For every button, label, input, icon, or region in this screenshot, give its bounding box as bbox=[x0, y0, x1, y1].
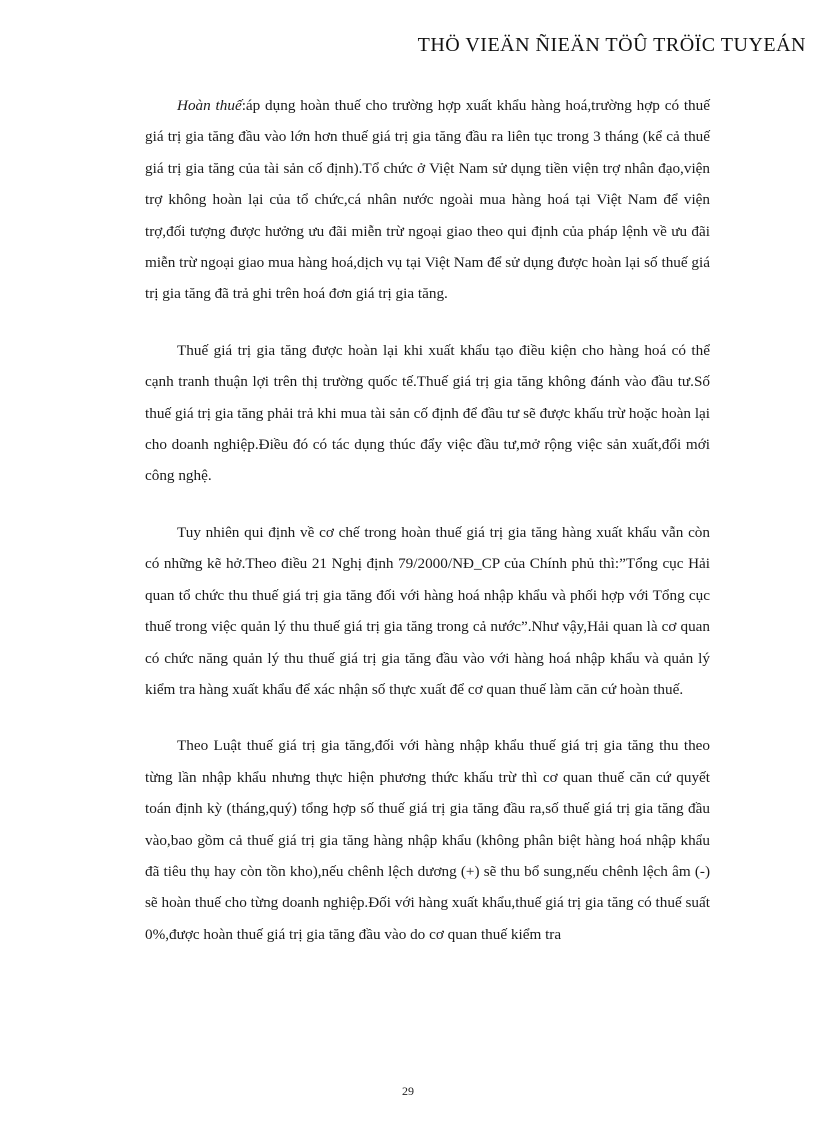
paragraph-loopholes: Tuy nhiên qui định về cơ chế trong hoàn thuế giá trị gia tăng hàng xuất khẩu vẫn còn có những kẽ hở.Theo điều 21 Nghị định 79/2000/NĐ_CP của Chính phủ thì:”Tổng cục Hải quan tổ chức thu thuế giá trị gia tăng đối với hàng hoá nhập khẩu và phối hợp với Tổng cục thuế trong việc quản lý thu thuế giá trị gia tăng trong cả nước”.Như vậy,Hải quan là cơ quan có chức năng quản lý thu thuế giá trị gia tăng đầu vào với hàng hoá nhập khẩu và quản lý kiểm tra hàng xuất khẩu để xác nhận số thực xuất để cơ quan thuế làm căn cứ hoàn thuế. bbox=[145, 523, 710, 698]
paragraph-text: :áp dụng hoàn thuế cho trường hợp xuất khẩu hàng hoá,trường hợp có thuế giá trị gia tăng đầu vào lớn hơn thuế giá trị gia tăng đầu ra liên tục trong 3 tháng (kể cả thuế giá trị gia tăng của tài sản cố định).Tổ chức ở Việt Nam sử dụng tiền viện trợ nhân đạo,viện trợ không hoàn lại của tổ chức,cá nhân nước ngoài mua hàng hoá tại Việt Nam để viện trợ,đối tượng được hưởng ưu đãi miễn trừ ngoại giao theo qui định của pháp lệnh về ưu đãi miễn trừ ngoại giao mua hàng hoá,dịch vụ tại Việt Nam để sử dụng được hoàn lại số thuế giá trị gia tăng đã trả ghi trên hoá đơn giá trị gia tăng. bbox=[145, 97, 710, 303]
page-number: 29 bbox=[402, 1084, 414, 1098]
document-body bbox=[145, 90, 710, 975]
paragraph-hoan-thue bbox=[145, 90, 710, 310]
paragraph-export-refund: Thuế giá trị gia tăng được hoàn lại khi xuất khẩu tạo điều kiện cho hàng hoá có thể cạnh tranh thuận lợi trên thị trường quốc tế.Thuế giá trị gia tăng không đánh vào đầu tư.Số thuế giá trị gia tăng phải trả khi mua tài sản cố định để đầu tư sẽ được khấu trừ hoặc hoàn lại cho doanh nghiệp.Điều đó có tác dụng thúc đẩy việc đầu tư,mở rộng việc sản xuất,đổi mới công nghệ. bbox=[145, 341, 710, 485]
term-hoan-thue: Hoàn thuế bbox=[177, 97, 242, 114]
paragraph-vat-law: Theo Luật thuế giá trị gia tăng,đối với hàng nhập khẩu thuế giá trị gia tăng thu theo từng lần nhập khẩu nhưng thực hiện phương thức khấu trừ thì cơ quan thuế căn cứ quyết toán định kỳ (tháng,quý) tổng hợp số thuế giá trị gia tăng đầu ra,số thuế giá trị gia tăng đầu vào,bao gồm cả thuế giá trị gia tăng hàng nhập khẩu (không phân biệt hàng hoá nhập khẩu đã tiêu thụ hay còn tồn kho),nếu chênh lệch dương (+) sẽ thu bổ sung,nếu chênh lệch âm (-) sẽ hoàn thuế cho từng doanh nghiệp.Đối với hàng xuất khẩu,thuế giá trị gia tăng có thuế suất 0%,được hoàn thuế giá trị gia tăng đầu vào do cơ quan thuế kiểm tra bbox=[145, 737, 710, 943]
running-header: THÖ VIEÄN ÑIEÄN TÖÛ TRÖÏC TUYEÁN bbox=[417, 34, 806, 56]
